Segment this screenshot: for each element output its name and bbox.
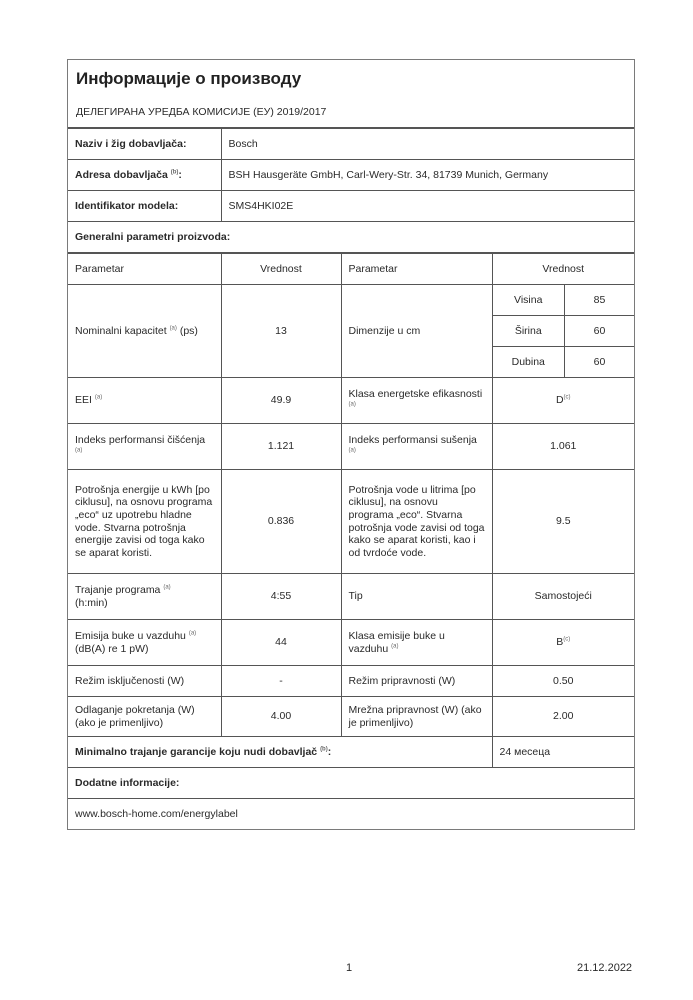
footnote-marker: (a) bbox=[94, 394, 103, 401]
standby-value: 0.50 bbox=[492, 666, 634, 697]
footnote-marker: (a) bbox=[169, 325, 177, 332]
off-mode-label: Režim isključenosti (W) bbox=[68, 666, 221, 697]
page-title: Информације о производу bbox=[76, 69, 302, 88]
width-value: 60 bbox=[565, 316, 635, 347]
eei-label bbox=[68, 378, 221, 424]
delay-start-label: Odlaganje pokretanja (W) (ako je primenljivo) bbox=[68, 697, 221, 737]
footnote-marker: (a) bbox=[391, 643, 399, 649]
supplier-name-value: Bosch bbox=[221, 129, 634, 160]
delay-start-value: 4.00 bbox=[221, 697, 341, 737]
program-duration-value: 4:55 bbox=[221, 574, 341, 620]
address-label-text: Adresa dobavljača bbox=[75, 168, 168, 181]
product-information-sheet bbox=[67, 59, 635, 830]
supplier-address-label bbox=[68, 160, 221, 191]
off-mode-value: - bbox=[221, 666, 341, 697]
address-label-suffix: : bbox=[178, 168, 182, 181]
warranty-value: 24 месеца bbox=[492, 737, 634, 768]
noise-unit: (dB(A) re 1 pW) bbox=[75, 642, 149, 655]
supplier-table bbox=[68, 128, 634, 253]
footnote-marker: (b) bbox=[320, 746, 328, 753]
noise-class-label-text: Klasa emisije buke u vazduhu bbox=[348, 629, 445, 655]
capacity-label bbox=[68, 285, 221, 378]
duration-unit: (h:min) bbox=[75, 596, 108, 609]
drying-index-label bbox=[341, 424, 492, 470]
program-duration-label bbox=[68, 574, 221, 620]
height-label: Visina bbox=[493, 285, 565, 316]
warranty-label-suffix: : bbox=[327, 745, 332, 758]
capacity-value: 13 bbox=[221, 285, 341, 378]
duration-label-text: Trajanje programa bbox=[75, 583, 161, 596]
width-label: Širina bbox=[493, 316, 565, 347]
regulation-subtitle: ДЕЛЕГИРАНА УРЕДБА КОМИСИЈЕ (ЕУ) 2019/2017 bbox=[68, 100, 634, 128]
standby-label: Režim pripravnosti (W) bbox=[341, 666, 492, 697]
warranty-label-text: Minimalno trajanje garancije koju nudi dobavljač bbox=[75, 745, 318, 758]
energy-class-label bbox=[341, 378, 492, 424]
cleaning-index-label bbox=[68, 424, 221, 470]
footnote-marker: (c) bbox=[563, 636, 571, 643]
footnote-marker: (a) bbox=[163, 584, 171, 591]
footnote-marker: (a) bbox=[188, 630, 197, 637]
water-consumption-value: 9.5 bbox=[492, 470, 634, 574]
cleaning-label-text: Indeks performansi čišćenja bbox=[75, 433, 206, 446]
document-date: 21.12.2022 bbox=[577, 962, 633, 974]
footnote-marker: (a) bbox=[75, 447, 83, 453]
depth-label: Dubina bbox=[493, 347, 565, 378]
parameters-table bbox=[68, 253, 634, 829]
general-parameters-heading: Generalni parametri proizvoda: bbox=[68, 222, 634, 253]
eei-value: 49.9 bbox=[221, 378, 341, 424]
additional-info-heading: Dodatne informacije: bbox=[68, 768, 634, 799]
energy-label-link[interactable]: www.bosch-home.com/energylabel bbox=[68, 799, 634, 830]
column-header-parameter-2: Parametar bbox=[341, 254, 492, 285]
type-label: Tip bbox=[341, 574, 492, 620]
capacity-unit: (ps) bbox=[176, 324, 198, 337]
footnote-marker: (a) bbox=[348, 447, 356, 453]
capacity-label-text: Nominalni kapacitet bbox=[75, 324, 167, 337]
energy-consumption-label: Potrošnja energije u kWh [po ciklusu], na osnovu programa „eco“ uz upotrebu hladne vode. Stvarna potrošnja energije zavisi od toga kako se aparat koristi. bbox=[68, 470, 221, 574]
depth-value: 60 bbox=[593, 355, 606, 368]
noise-class-letter: B bbox=[556, 636, 564, 649]
energy-consumption-value: 0.836 bbox=[221, 470, 341, 574]
dimensions-values bbox=[492, 285, 634, 378]
noise-emission-value: 44 bbox=[221, 620, 341, 666]
height-value: 85 bbox=[565, 285, 635, 316]
column-header-value-2: Vrednost bbox=[492, 254, 634, 285]
page-number: 1 bbox=[346, 962, 353, 974]
cleaning-index-value: 1.121 bbox=[221, 424, 341, 470]
footnote-marker: (a) bbox=[348, 401, 356, 407]
network-standby-label: Mrežna pripravnost (W) (ako je primenljivo) bbox=[341, 697, 492, 737]
energy-class-value bbox=[492, 378, 634, 424]
drying-label-text: Indeks performansi sušenja bbox=[348, 433, 477, 446]
noise-emission-label bbox=[68, 620, 221, 666]
warranty-label bbox=[68, 737, 492, 768]
eei-label-text: EEI bbox=[75, 394, 92, 407]
network-standby-value: 2.00 bbox=[492, 697, 634, 737]
model-identifier-label: Identifikator modela: bbox=[68, 191, 221, 222]
footnote-marker: (c) bbox=[563, 394, 571, 401]
supplier-address-value: BSH Hausgeräte GmbH, Carl-Wery-Str. 34, 81739 Munich, Germany bbox=[221, 160, 634, 191]
column-header-value: Vrednost bbox=[221, 254, 341, 285]
energy-class-label-text: Klasa energetske efikasnosti bbox=[348, 387, 483, 400]
supplier-name-label: Naziv i žig dobavljača: bbox=[68, 129, 221, 160]
model-identifier-value: SMS4HKI02E bbox=[221, 191, 634, 222]
energy-class-letter: D bbox=[555, 394, 564, 407]
column-header-parameter: Parametar bbox=[68, 254, 221, 285]
noise-class-label bbox=[341, 620, 492, 666]
noise-label-text: Emisija buke u vazduhu bbox=[75, 629, 186, 642]
water-consumption-label: Potrošnja vode u litrima [po ciklusu], na osnovu programa „eco“. Stvarna potrošnja vode zavisi od toga kako se aparat koristi, kao i od tvrdoće vode. bbox=[341, 470, 492, 574]
noise-class-value bbox=[492, 620, 634, 666]
footnote-marker: (b) bbox=[170, 169, 179, 176]
drying-index-value: 1.061 bbox=[492, 424, 634, 470]
dimensions-label: Dimenzije u cm bbox=[341, 285, 492, 378]
type-value: Samostojeći bbox=[492, 574, 634, 620]
